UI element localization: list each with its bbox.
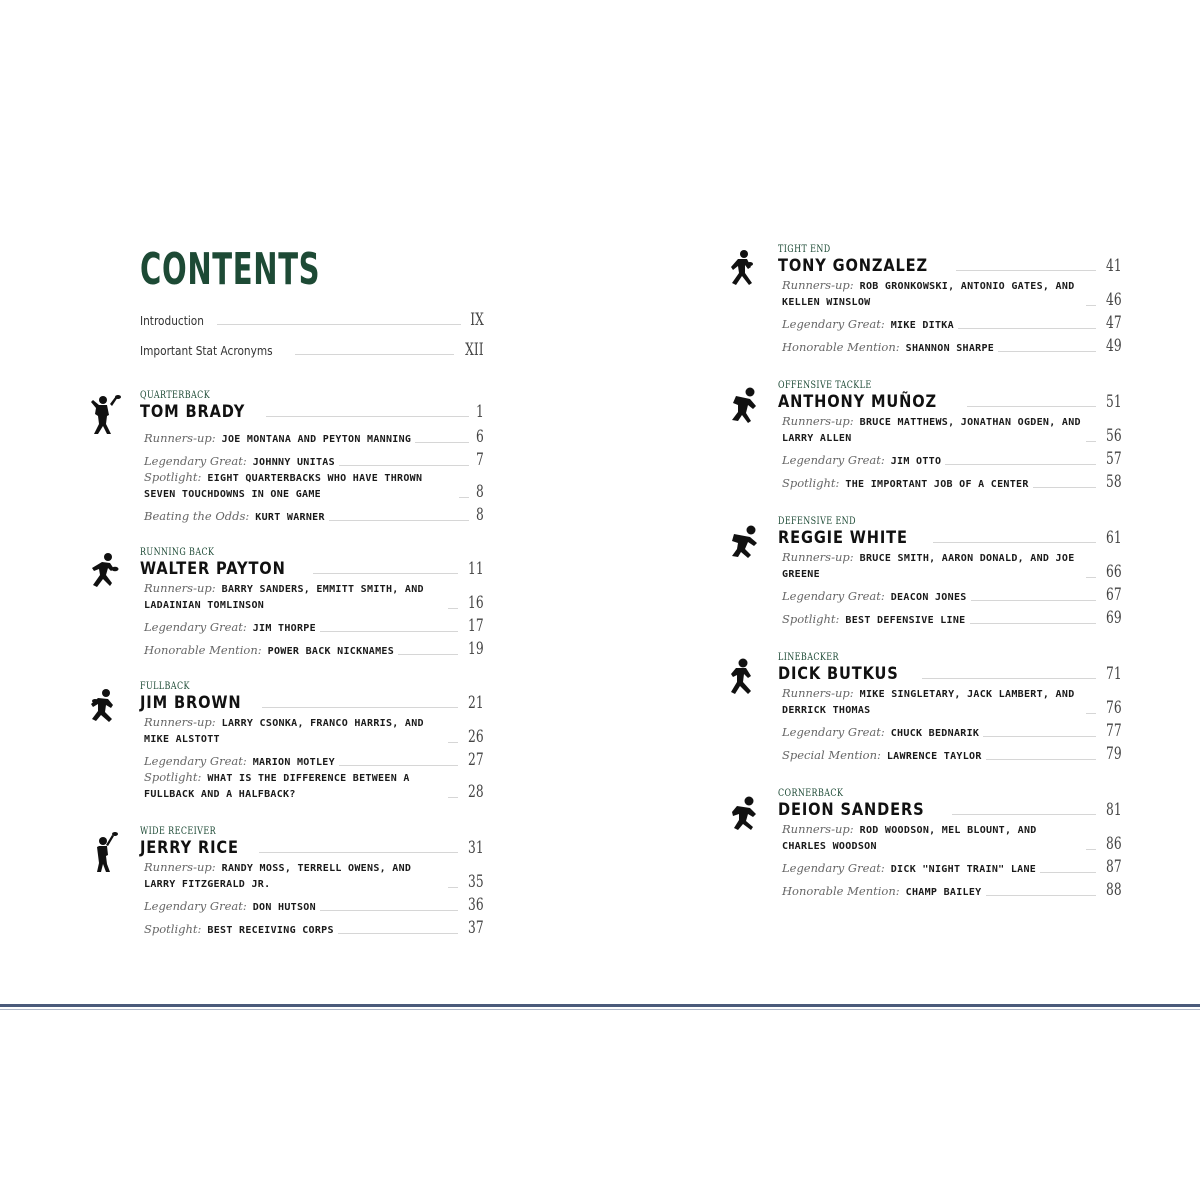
sub-entry-value: CHUCK BEDNARIK [890,728,980,739]
sub-entries [778,686,1122,764]
sub-entry-label: Legendary Great: [144,754,247,768]
left-sections [84,390,484,938]
dot-leader [448,608,458,609]
dot-leader [295,354,455,355]
sub-entry-label: Runners-up: [782,278,854,292]
sub-entries [140,860,484,938]
page-number: 8 [476,505,484,525]
page-number: 17 [468,616,484,636]
page-number: 6 [476,427,484,447]
dot-leader [1086,713,1096,714]
dot-leader [338,933,459,934]
player-name: TOM BRADY [140,402,246,422]
sub-entry-value: LARRY CSONKA, FRANCO HARRIS, AND MIKE ALSTOTT [144,718,424,745]
sub-entry-text [144,431,411,447]
player-name: REGGIE WHITE [778,528,908,548]
page-number: 35 [468,872,484,892]
sub-entry-text [782,686,1082,718]
page-number: 51 [1106,392,1122,412]
sub-entry-label: Legendary Great: [782,589,885,603]
sub-entry-text [782,453,941,469]
contents-title: CONTENTS [140,244,321,295]
page-number: 67 [1106,585,1122,605]
page-number: 56 [1106,426,1122,446]
sub-entry-text [144,470,455,502]
sub-entry-text [144,715,444,747]
page-number: 36 [468,895,484,915]
dot-leader [958,328,1096,329]
sub-entry-value: BEST RECEIVING CORPS [207,925,334,936]
toc-sub-entry[interactable] [782,854,1122,877]
page-number: 69 [1106,608,1122,628]
page-number: 71 [1106,664,1122,684]
toc-sub-entry[interactable] [782,822,1122,854]
toc-entry-introduction[interactable] [140,310,484,340]
toc-sub-entry[interactable] [782,718,1122,741]
dot-leader [945,464,1096,465]
page-number: 21 [468,693,484,713]
sub-entry-text [144,899,316,915]
page-number: 26 [468,727,484,747]
sub-entry-label: Legendary Great: [144,620,247,634]
toc-sub-entry[interactable] [782,877,1122,900]
position-label: WIDE RECEIVER [140,826,217,837]
sub-entry-text [782,822,1082,854]
cornerback-silhouette-icon [722,792,762,836]
section-linebacker [722,652,1122,764]
sub-entry-text [782,317,954,333]
dot-leader [313,573,458,574]
player-name: DICK BUTKUS [778,664,899,684]
sub-entry-value: MARION MOTLEY [252,757,335,768]
sub-entry-value: KURT WARNER [255,512,325,523]
sub-entry-text [782,278,1082,310]
sub-entry-text [782,884,982,900]
sub-entry-text [144,643,394,659]
sub-entry-text [144,860,444,892]
dot-leader [266,416,469,417]
sub-entry-value: LAWRENCE TAYLOR [886,751,982,762]
defensive-end-silhouette-icon [722,520,762,564]
sub-entry-value: BRUCE SMITH, AARON DONALD, AND JOE GREENE [782,553,1075,580]
sub-entry-text [144,509,325,525]
player-name: JIM BROWN [140,693,242,713]
sub-entry-label: Spotlight: [144,770,202,784]
dot-leader [1033,487,1097,488]
dot-leader [1086,577,1096,578]
sub-entry-value: MIKE DITKA [890,320,954,331]
running-back-silhouette-icon [84,551,124,595]
toc-entry-deion-sanders[interactable] [778,800,1122,822]
section-offensive-tackle [722,380,1122,492]
sub-entry-value: ROD WOODSON, MEL BLOUNT, AND CHARLES WOODSON [782,825,1037,852]
sub-entry-value: POWER BACK NICKNAMES [267,646,395,657]
page-number: 76 [1106,698,1122,718]
page-bottom-divider [0,1004,1200,1010]
sub-entry-label: Beating the Odds: [144,509,250,523]
dot-leader [1086,441,1096,442]
page-number: 16 [468,593,484,613]
sub-entry-value: MIKE SINGLETARY, JACK LAMBERT, AND DERRICK THOMAS [782,689,1075,716]
fullback-silhouette-icon [84,685,124,729]
sub-entry-value: SHANNON SHARPE [905,343,995,354]
page-number: 88 [1106,880,1122,900]
wide-receiver-silhouette-icon [84,830,124,874]
toc-sub-entry[interactable] [782,605,1122,628]
sub-entry-value: DON HUTSON [252,902,316,913]
toc-sub-entry[interactable] [144,770,484,802]
player-name: JERRY RICE [140,838,239,858]
toc-entry-tony-gonzalez[interactable] [778,256,1122,278]
toc-sub-entry[interactable] [144,860,484,892]
quarterback-silhouette-icon [84,394,124,438]
dot-leader [986,895,1097,896]
sub-entry-label: Special Mention: [782,748,881,762]
toc-sub-entry[interactable] [144,915,484,938]
sub-entry-label: Runners-up: [144,581,216,595]
toc-sub-entry[interactable] [782,333,1122,356]
sub-entry-text [782,414,1082,446]
sub-entry-text [782,589,967,605]
dot-leader [262,707,458,708]
sub-entry-label: Runners-up: [144,715,216,729]
toc-sub-entry[interactable] [782,414,1122,446]
sub-entry-value: WHAT IS THE DIFFERENCE BETWEEN A FULLBACK AND A HALFBACK? [144,773,410,800]
toc-sub-entry[interactable] [782,278,1122,310]
toc-sub-entry[interactable] [144,636,484,659]
sub-entry-label: Spotlight: [782,612,840,626]
toc-entry-tom-brady[interactable] [140,402,484,424]
page-number: XII [465,340,484,360]
toc-entry-jim-brown[interactable] [140,693,484,715]
sub-entry-text [782,612,966,628]
dot-leader [971,600,1097,601]
sub-entry-label: Legendary Great: [144,454,247,468]
sub-entry-label: Runners-up: [144,431,216,445]
left-page [84,240,484,938]
dot-leader [217,324,462,325]
position-label: LINEBACKER [778,652,839,663]
dot-leader [415,442,469,443]
toc-sub-entry[interactable] [782,741,1122,764]
dot-leader [922,678,1096,679]
entry-label: Important Stat Acronyms [140,344,273,358]
sub-entry-label: Runners-up: [782,822,854,836]
sub-entry-label: Honorable Mention: [782,340,900,354]
dot-leader [952,814,1096,815]
sub-entry-text [144,754,335,770]
toc-sub-entry[interactable] [782,446,1122,469]
toc-sub-entry[interactable] [782,310,1122,333]
sub-entry-text [782,725,979,741]
sub-entry-label: Legendary Great: [782,317,885,331]
sub-entry-label: Runners-up: [782,686,854,700]
sub-entry-value: JIM THORPE [252,623,316,634]
sub-entry-text [782,476,1029,492]
dot-leader [967,406,1097,407]
sub-entry-label: Runners-up: [144,860,216,874]
section-defensive-end [722,516,1122,628]
dot-leader [448,887,458,888]
toc-entry-jerry-rice[interactable] [140,838,484,860]
sub-entry-value: BEST DEFENSIVE LINE [845,615,966,626]
toc-sub-entry[interactable] [144,447,484,470]
sub-entry-text [144,620,316,636]
sub-entries [778,822,1122,900]
right-sections [722,244,1122,900]
dot-leader [933,542,1096,543]
toc-sub-entry[interactable] [782,550,1122,582]
position-label: TIGHT END [778,244,831,255]
page-number: 27 [468,750,484,770]
sub-entries [778,414,1122,492]
sub-entry-text [782,340,994,356]
sub-entry-label: Spotlight: [782,476,840,490]
dot-leader [329,520,469,521]
dot-leader [448,797,458,798]
position-label: DEFENSIVE END [778,516,856,527]
sub-entry-value: THE IMPORTANT JOB OF A CENTER [845,479,1029,490]
section-tight-end [722,244,1122,356]
page-number: 79 [1106,744,1122,764]
sub-entries [778,278,1122,356]
position-label: FULLBACK [140,681,190,692]
right-page [722,240,1122,900]
intro-block [140,310,484,370]
dot-leader [986,759,1097,760]
sub-entry-value: ROB GRONKOWSKI, ANTONIO GATES, AND KELLEN WINSLOW [782,281,1075,308]
page-number: 31 [468,838,484,858]
toc-sub-entry[interactable] [144,892,484,915]
dot-leader [259,852,458,853]
toc-sub-entry[interactable] [144,581,484,613]
sub-entry-value: JOE MONTANA AND PEYTON MANNING [221,434,412,445]
dot-leader [1040,872,1096,873]
dot-leader [320,910,458,911]
toc-sub-entry[interactable] [782,469,1122,492]
toc-entry-reggie-white[interactable] [778,528,1122,550]
sub-entry-value: DICK "NIGHT TRAIN" LANE [890,864,1037,875]
page-number: 77 [1106,721,1122,741]
linebacker-silhouette-icon [722,656,762,700]
position-label: QUARTERBACK [140,390,211,401]
dot-leader [398,654,458,655]
entry-label: Introduction [140,314,204,328]
page-number: 81 [1106,800,1122,820]
section-fullback [84,681,484,802]
sub-entry-text [144,770,444,802]
dot-leader [459,497,469,498]
sub-entry-label: Legendary Great: [782,725,885,739]
sub-entry-label: Legendary Great: [144,899,247,913]
toc-sub-entry[interactable] [782,582,1122,605]
sub-entry-label: Spotlight: [144,470,202,484]
sub-entry-value: CHAMP BAILEY [905,887,982,898]
sub-entry-label: Spotlight: [144,922,202,936]
sub-entries [140,715,484,802]
toc-sub-entry[interactable] [144,747,484,770]
page-number: 58 [1106,472,1122,492]
position-label: CORNERBACK [778,788,844,799]
dot-leader [956,270,1096,271]
dot-leader [983,736,1096,737]
tight-end-silhouette-icon [722,248,762,292]
position-label: OFFENSIVE TACKLE [778,380,872,391]
toc-sub-entry[interactable] [144,715,484,747]
dot-leader [320,631,458,632]
sub-entry-value: DEACON JONES [890,592,967,603]
toc-entry-dick-butkus[interactable] [778,664,1122,686]
toc-entry-stat-acronyms[interactable] [140,340,484,370]
page-number: 8 [476,482,484,502]
sub-entry-label: Legendary Great: [782,861,885,875]
offensive-tackle-silhouette-icon [722,384,762,428]
page-number: 41 [1106,256,1122,276]
dot-leader [998,351,1096,352]
page-number: 86 [1106,834,1122,854]
sub-entry-label: Legendary Great: [782,453,885,467]
dot-leader [339,465,469,466]
sub-entry-text [782,550,1082,582]
page-number: 19 [468,639,484,659]
section-wide-receiver [84,826,484,938]
player-name: TONY GONZALEZ [778,256,928,276]
section-cornerback [722,788,1122,900]
page-number: 66 [1106,562,1122,582]
sub-entry-text [782,861,1036,877]
toc-sub-entry[interactable] [144,502,484,525]
section-quarterback [84,390,484,525]
dot-leader [448,742,458,743]
section-running-back [84,547,484,659]
sub-entry-label: Runners-up: [782,550,854,564]
page-number: 61 [1106,528,1122,548]
page-number: 46 [1106,290,1122,310]
sub-entry-value: BARRY SANDERS, EMMITT SMITH, AND LADAINIAN TOMLINSON [144,584,424,611]
sub-entry-text [144,922,334,938]
player-name: ANTHONY MUÑOZ [778,392,937,412]
toc-sub-entry[interactable] [144,424,484,447]
page-number: 1 [476,402,484,422]
page-number: 49 [1106,336,1122,356]
page-number: 37 [468,918,484,938]
toc-sub-entry[interactable] [782,686,1122,718]
sub-entry-label: Honorable Mention: [782,884,900,898]
page-number: 7 [476,450,484,470]
page-number: 11 [468,559,484,579]
page-number: 57 [1106,449,1122,469]
sub-entry-label: Runners-up: [782,414,854,428]
sub-entries [140,424,484,525]
player-name: WALTER PAYTON [140,559,286,579]
dot-leader [1086,305,1096,306]
sub-entry-text [144,454,335,470]
toc-sub-entry[interactable] [144,470,484,502]
toc-entry-anthony-munoz[interactable] [778,392,1122,414]
position-label: RUNNING BACK [140,547,215,558]
sub-entry-text [782,748,982,764]
page-number: 47 [1106,313,1122,333]
sub-entry-label: Honorable Mention: [144,643,262,657]
sub-entry-value: EIGHT QUARTERBACKS WHO HAVE THROWN SEVEN TOUCHDOWNS IN ONE GAME [144,473,423,500]
sub-entry-text [144,581,444,613]
dot-leader [339,765,458,766]
sub-entry-value: JOHNNY UNITAS [252,457,335,468]
sub-entry-value: JIM OTTO [890,456,942,467]
sub-entry-value: BRUCE MATTHEWS, JONATHAN OGDEN, AND LARRY ALLEN [782,417,1081,444]
toc-sub-entry[interactable] [144,613,484,636]
page-number: IX [470,310,484,330]
sub-entry-value: RANDY MOSS, TERRELL OWENS, AND LARRY FITZGERALD JR. [144,863,412,890]
dot-leader [970,623,1097,624]
toc-entry-walter-payton[interactable] [140,559,484,581]
dot-leader [1086,849,1096,850]
sub-entries [778,550,1122,628]
page-number: 28 [468,782,484,802]
page-number: 87 [1106,857,1122,877]
player-name: DEION SANDERS [778,800,925,820]
sub-entries [140,581,484,659]
